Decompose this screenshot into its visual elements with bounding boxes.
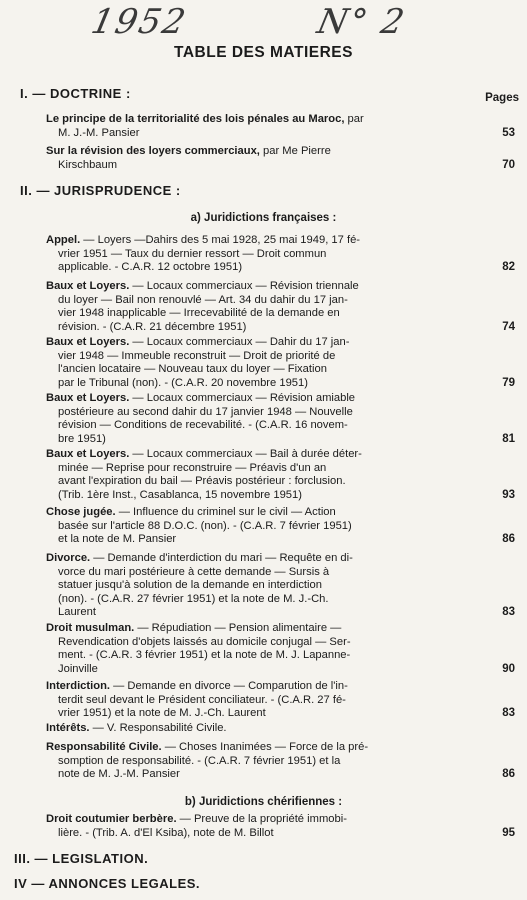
page-title: TABLE DES MATIERES [174, 44, 353, 61]
toc-entry [46, 145, 476, 172]
toc-entry-text: — Locaux commerciaux — Dahir du 17 jan- [129, 336, 350, 348]
toc-entry-line [46, 113, 476, 127]
page-number: 95 [502, 826, 515, 839]
toc-entry [46, 392, 476, 446]
toc-entry-line [46, 722, 476, 736]
toc-entry [46, 280, 476, 334]
toc-entry-line: révision. - (C.A.R. 21 décembre 1951) [58, 320, 247, 333]
toc-entry [46, 813, 476, 840]
toc-entry-line [46, 392, 476, 406]
toc-entry-line [46, 552, 476, 566]
toc-entry-text: — Loyers —Dahirs des 5 mai 1928, 25 mai 1949, 17 fé- [80, 234, 361, 246]
toc-entry [46, 722, 476, 736]
toc-entry-line: (Trib. 1ère Inst., Casablanca, 15 novembre 1951) [58, 488, 302, 501]
toc-entry-text: par Me Pierre [259, 145, 331, 157]
toc-entry-line: basée sur l'article 88 D.O.C. (non). - (C.A.R. 7 février 1951) [58, 519, 352, 532]
toc-entry-line: avant l'expiration du bail — Préavis postérieur : forclusion. [58, 475, 346, 488]
section-annonces: IV — ANNONCES LEGALES. [14, 876, 201, 891]
section-jurisprudence: II. — JURISPRUDENCE : [20, 183, 181, 198]
toc-entry-line [46, 234, 476, 248]
toc-entry-line: Revendication d'objets laissés au domicile conjugal — Ser- [58, 635, 351, 648]
toc-entry-line: note de M. J.-M. Pansier [58, 768, 180, 781]
toc-entry-lead: Sur la révision des loyers commerciaux, [46, 145, 260, 157]
page-number: 82 [502, 261, 515, 274]
page-number: 83 [502, 707, 515, 720]
toc-entry-text: — Répudiation — Pension alimentaire — [134, 622, 342, 634]
subsection-cherifian: b) Juridictions chérifiennes : [184, 796, 343, 808]
toc-entry [46, 448, 476, 502]
toc-entry-line: statuer jusqu'à solution de la demande en interdiction [58, 579, 322, 592]
toc-entry-text: — Locaux commerciaux — Bail à durée déter- [129, 448, 362, 460]
toc-entry-line: ment. - (C.A.R. 3 février 1951) et la note de M. J. Lapanne- [58, 649, 351, 662]
toc-entry-text: — Demande en divorce — Comparution de l'in- [110, 680, 348, 692]
toc-entry [46, 741, 476, 782]
toc-entry-line [46, 336, 476, 350]
toc-entry-text: — V. Responsabilité Civile. [89, 722, 227, 734]
handwritten-number: N° 2 [313, 2, 410, 42]
toc-entry-lead: Divorce. [46, 552, 91, 564]
toc-entry-line: postérieure au second dahir du 17 janvier 1948 — Nouvelle [58, 405, 353, 418]
toc-entry-text: — Influence du criminel sur le civil — Action [115, 506, 336, 518]
toc-entry-line [46, 145, 476, 159]
toc-entry-lead: Appel. [46, 234, 81, 246]
page-number: 83 [502, 606, 515, 619]
toc-entry-lead: Baux et Loyers. [46, 448, 130, 460]
toc-entry [46, 234, 476, 275]
toc-entry [46, 680, 476, 721]
section-doctrine: I. — DOCTRINE : [20, 86, 131, 101]
pages-column-header: Pages [485, 92, 519, 104]
toc-entry-line: du loyer — Bail non renouvlé — Art. 34 du dahir du 17 jan- [58, 293, 348, 306]
toc-entry-line: bre 1951) [58, 432, 106, 445]
page-number: 53 [502, 126, 515, 139]
toc-entry-lead: Intérêts. [46, 722, 90, 734]
toc-entry-line: Kirschbaum [58, 158, 118, 171]
subsection-french: a) Juridictions françaises : [190, 212, 337, 224]
page-number: 79 [502, 376, 515, 389]
toc-entry-lead: Droit musulman. [46, 622, 135, 634]
toc-entry [46, 336, 476, 390]
page-number: 81 [502, 432, 515, 445]
toc-entry-lead: Interdiction. [46, 680, 111, 692]
handwritten-year: 1952 [87, 2, 191, 42]
toc-entry-text: — Locaux commerciaux — Révision triennale [129, 280, 359, 292]
toc-entry-line [46, 680, 476, 694]
section-legislation: III. — LEGISLATION. [14, 851, 149, 866]
page-number: 70 [502, 158, 515, 171]
toc-entry-line: vier 1948 — Immeuble reconstruit — Droit de priorité de [58, 349, 336, 362]
toc-entry-line: et la note de M. Pansier [58, 533, 177, 546]
page-number: 86 [502, 533, 515, 546]
toc-entry-line: par le Tribunal (non). - (C.A.R. 20 novembre 1951) [58, 376, 308, 389]
toc-entry-lead: Baux et Loyers. [46, 336, 130, 348]
toc-entry-text: — Demande d'interdiction du mari — Requête en di- [90, 552, 353, 564]
toc-entry-line: vrier 1951 — Taux du dernier ressort — Droit commun [58, 247, 327, 260]
toc-entry-line: l'ancien locataire — Nouveau taux du loyer — Fixation [58, 363, 327, 376]
toc-entry-line [46, 813, 476, 827]
toc-entry-line: terdit seul devant le Président conciliateur. - (C.A.R. 27 fé- [58, 693, 346, 706]
toc-entry-lead: Responsabilité Civile. [46, 741, 162, 753]
toc-entry-line: applicable. - C.A.R. 12 octobre 1951) [58, 261, 243, 274]
toc-entry-text: — Locaux commerciaux — Révision amiable [129, 392, 356, 404]
toc-entry-lead: Le principe de la territorialité des lois pénales au Maroc, [46, 113, 345, 125]
toc-entry-line [46, 448, 476, 462]
page-number: 93 [502, 488, 515, 501]
toc-entry-lead: Droit coutumier berbère. [46, 813, 177, 825]
toc-entry-lead: Baux et Loyers. [46, 392, 130, 404]
page-number: 86 [502, 768, 515, 781]
toc-entry-lead: Chose jugée. [46, 506, 116, 518]
toc-entry-line: vier 1948 inapplicable — Irrecevabilité de la demande en [58, 307, 340, 320]
toc-entry-line [46, 506, 476, 520]
toc-entry-line: minée — Reprise pour reconstruire — Préavis d'un an [58, 461, 327, 474]
toc-entry-line: somption de responsabilité. - (C.A.R. 7 février 1951) et la [58, 754, 341, 767]
toc-entry-line [46, 741, 476, 755]
toc-entry-text: — Preuve de la propriété immobi- [176, 813, 347, 825]
page-number: 90 [502, 662, 515, 675]
toc-entry [46, 506, 476, 547]
toc-entry-lead: Baux et Loyers. [46, 280, 130, 292]
toc-entry-line: (non). - (C.A.R. 27 février 1951) et la note de M. J.-Ch. [58, 592, 329, 605]
toc-entry-line [46, 622, 476, 636]
page-number: 74 [502, 320, 515, 333]
toc-entry [46, 113, 476, 140]
toc-entry-text: — Choses Inanimées — Force de la pré- [161, 741, 369, 753]
toc-entry-line: M. J.-M. Pansier [58, 126, 140, 139]
toc-entry-line [46, 280, 476, 294]
toc-entry-text: par [344, 113, 364, 125]
toc-entry-line: Laurent [58, 606, 96, 619]
toc-entry [46, 552, 476, 620]
toc-entry-line: révision — Conditions de recevabilité. - (C.A.R. 16 novem- [58, 419, 348, 432]
toc-entry-line: vrier 1951) et la note de M. J.-Ch. Laurent [58, 707, 266, 720]
toc-entry-line: Joinville [58, 662, 98, 675]
toc-entry-line: lière. - (Trib. A. d'El Ksiba), note de M. Billot [58, 826, 274, 839]
toc-entry-line: vorce du mari postérieure à cette demande — Sursis à [58, 565, 330, 578]
toc-entry [46, 622, 476, 676]
